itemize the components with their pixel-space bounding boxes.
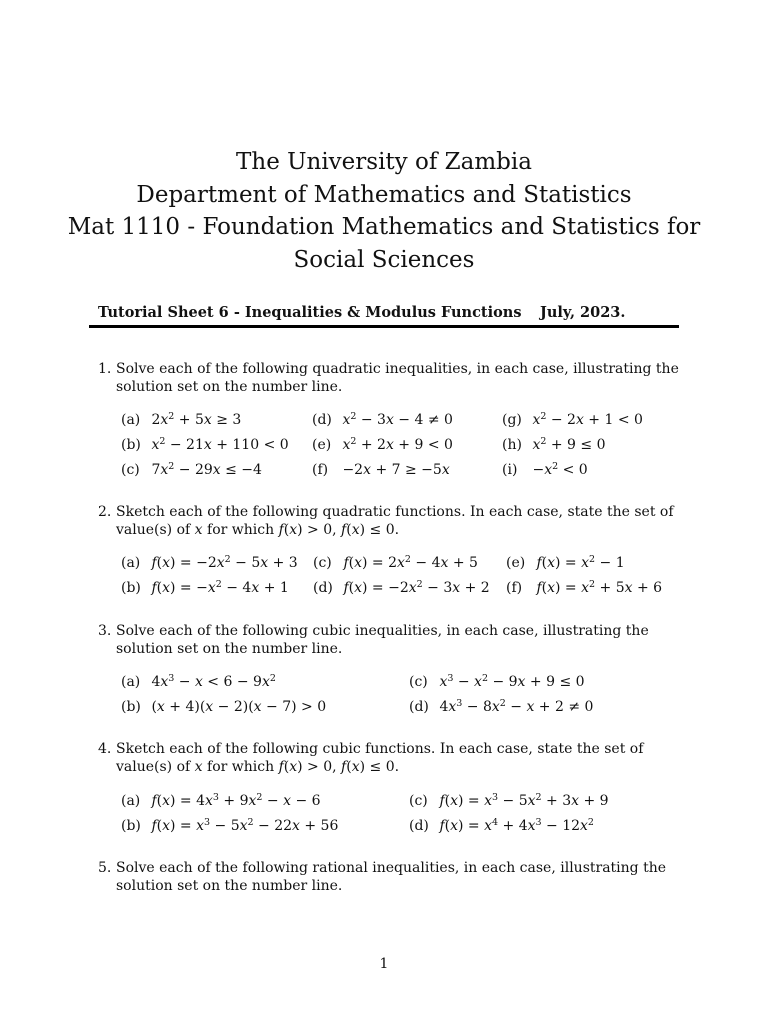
question-number: 4. [98,741,112,757]
item-label: (a) [121,412,141,428]
item-label: (c) [409,793,428,809]
item-label: (b) [121,818,141,834]
question-number: 5. [98,860,112,876]
question-text: Solve each of the following cubic inequalities, in each case, illustrating the solution set on the number line. [116,623,649,657]
page-number: 1 [379,956,389,972]
item-label: (c) [313,555,332,571]
item-label: (h) [502,437,522,453]
question-number: 2. [98,504,112,520]
department-name: Department of Mathematics and Statistics [136,181,632,208]
q3-item-c: (c) $x^3 - x^2 - 9x + 9 \le 0$ [409,673,585,690]
q2-item-d: (d) $f(x) = -2x^2 - 3x + 2$ [313,579,490,596]
q1-item-a: (a) $2x^2 + 5x \ge 3$ [121,411,242,428]
item-label: (g) [502,412,522,428]
item-label: (c) [121,462,140,478]
item-label: (i) [502,462,518,478]
item-label: (d) [409,699,429,715]
q3-item-a: (a) $4x^3 - x < 6 - 9x^2$ [121,673,276,690]
item-label: (d) [312,412,332,428]
question-3 [98,622,683,658]
q4-item-c: (c) $f(x) = x^3 - 5x^2 + 3x + 9$ [409,792,609,809]
question-text-part: Sketch each of the following quadratic functions. In each case, state the set of value(s) of [116,504,674,538]
question-text-part: for which [207,522,275,538]
question-number: 1. [98,361,112,377]
q1-item-d: (d) $x^2 - 3x - 4 \ne 0$ [312,411,453,428]
q4-item-d: (d) $f(x) = x^4 + 4x^3 - 12x^2$ [409,817,594,834]
item-label: (d) [313,580,333,596]
q3-item-b: (b) (x + 4)(x − 2)(x − 7) > 0 [121,699,327,715]
item-label: (b) [121,699,141,715]
q1-item-g: (g) $x^2 - 2x + 1 < 0$ [502,411,643,428]
document-header [0,146,768,276]
header-rule [89,325,679,328]
item-label: (d) [409,818,429,834]
item-label: (f) [506,580,523,596]
question-text: Solve each of the following rational inequalities, in each case, illustrating the solution set on the number line. [116,860,666,894]
question-text-part: for which [207,759,275,775]
question-text: Sketch each of the following cubic functions. In each case, state the set of value(s) of x for which f(x) > 0, f(x) ≤ 0. [116,741,644,775]
question-text: Sketch each of the following quadratic functions. In each case, state the set of value(s) of x for which f(x) > 0, f(x) ≤ 0. [116,504,674,538]
q2-item-f: (f) $f(x) = x^2 + 5x + 6$ [506,579,663,596]
question-1 [98,360,683,396]
item-label: (c) [409,674,428,690]
q2-item-c: (c) $f(x) = 2x^2 - 4x + 5$ [313,554,478,571]
q1-item-h: (h) $x^2 + 9 \le 0$ [502,436,606,453]
q4-item-b: (b) $f(x) = x^3 - 5x^2 - 22x + 56$ [121,817,339,834]
q1-item-c: (c) $7x^2 - 29x \le -4$ [121,461,262,478]
question-number: 3. [98,623,112,639]
q1-item-e: (e) $x^2 + 2x + 9 < 0$ [312,436,453,453]
item-label: (b) [121,437,141,453]
question-2 [98,503,683,539]
question-text: Solve each of the following quadratic inequalities, in each case, illustrating the solution set on the number line. [116,361,679,395]
question-text-part: Sketch each of the following cubic functions. In each case, state the set of value(s) of [116,741,644,775]
sheet-date: July, 2023. [540,304,626,321]
item-label: (e) [312,437,332,453]
q1-item-b: (b) $x^2 - 21x + 110 < 0$ [121,436,289,453]
university-name: The University of Zambia [236,149,532,175]
item-label: (a) [121,674,141,690]
course-title: Mat 1110 - Foundation Mathematics and Statistics for [67,214,701,240]
sheet-title: Tutorial Sheet 6 - Inequalities & Modulus Functions [98,304,522,321]
item-label: (a) [121,793,141,809]
item-label: (a) [121,555,141,571]
q2-item-b: (b) $f(x) = -x^2 - 4x + 1$ [121,579,289,596]
q2-item-a: (a) $f(x) = -2x^2 - 5x + 3$ [121,554,298,571]
q1-item-i: $(i) -x^2 < 0$ [502,461,588,478]
item-label: (e) [506,555,526,571]
question-5 [98,859,683,895]
q1-item-f: (f) −2x + 7 ≥ −5x [312,462,450,478]
q4-item-a: (a) $f(x) = 4x^3 + 9x^2 - x - 6$ [121,792,321,809]
course-title-continued: Social Sciences [293,246,475,273]
item-label: (b) [121,580,141,596]
question-4 [98,740,683,776]
item-label: (f) [312,462,329,478]
q3-item-d: (d) $4x^3 - 8x^2 - x + 2 \ne 0$ [409,698,594,715]
q2-item-e: (e) $f(x) = x^2 - 1$ [506,554,625,571]
